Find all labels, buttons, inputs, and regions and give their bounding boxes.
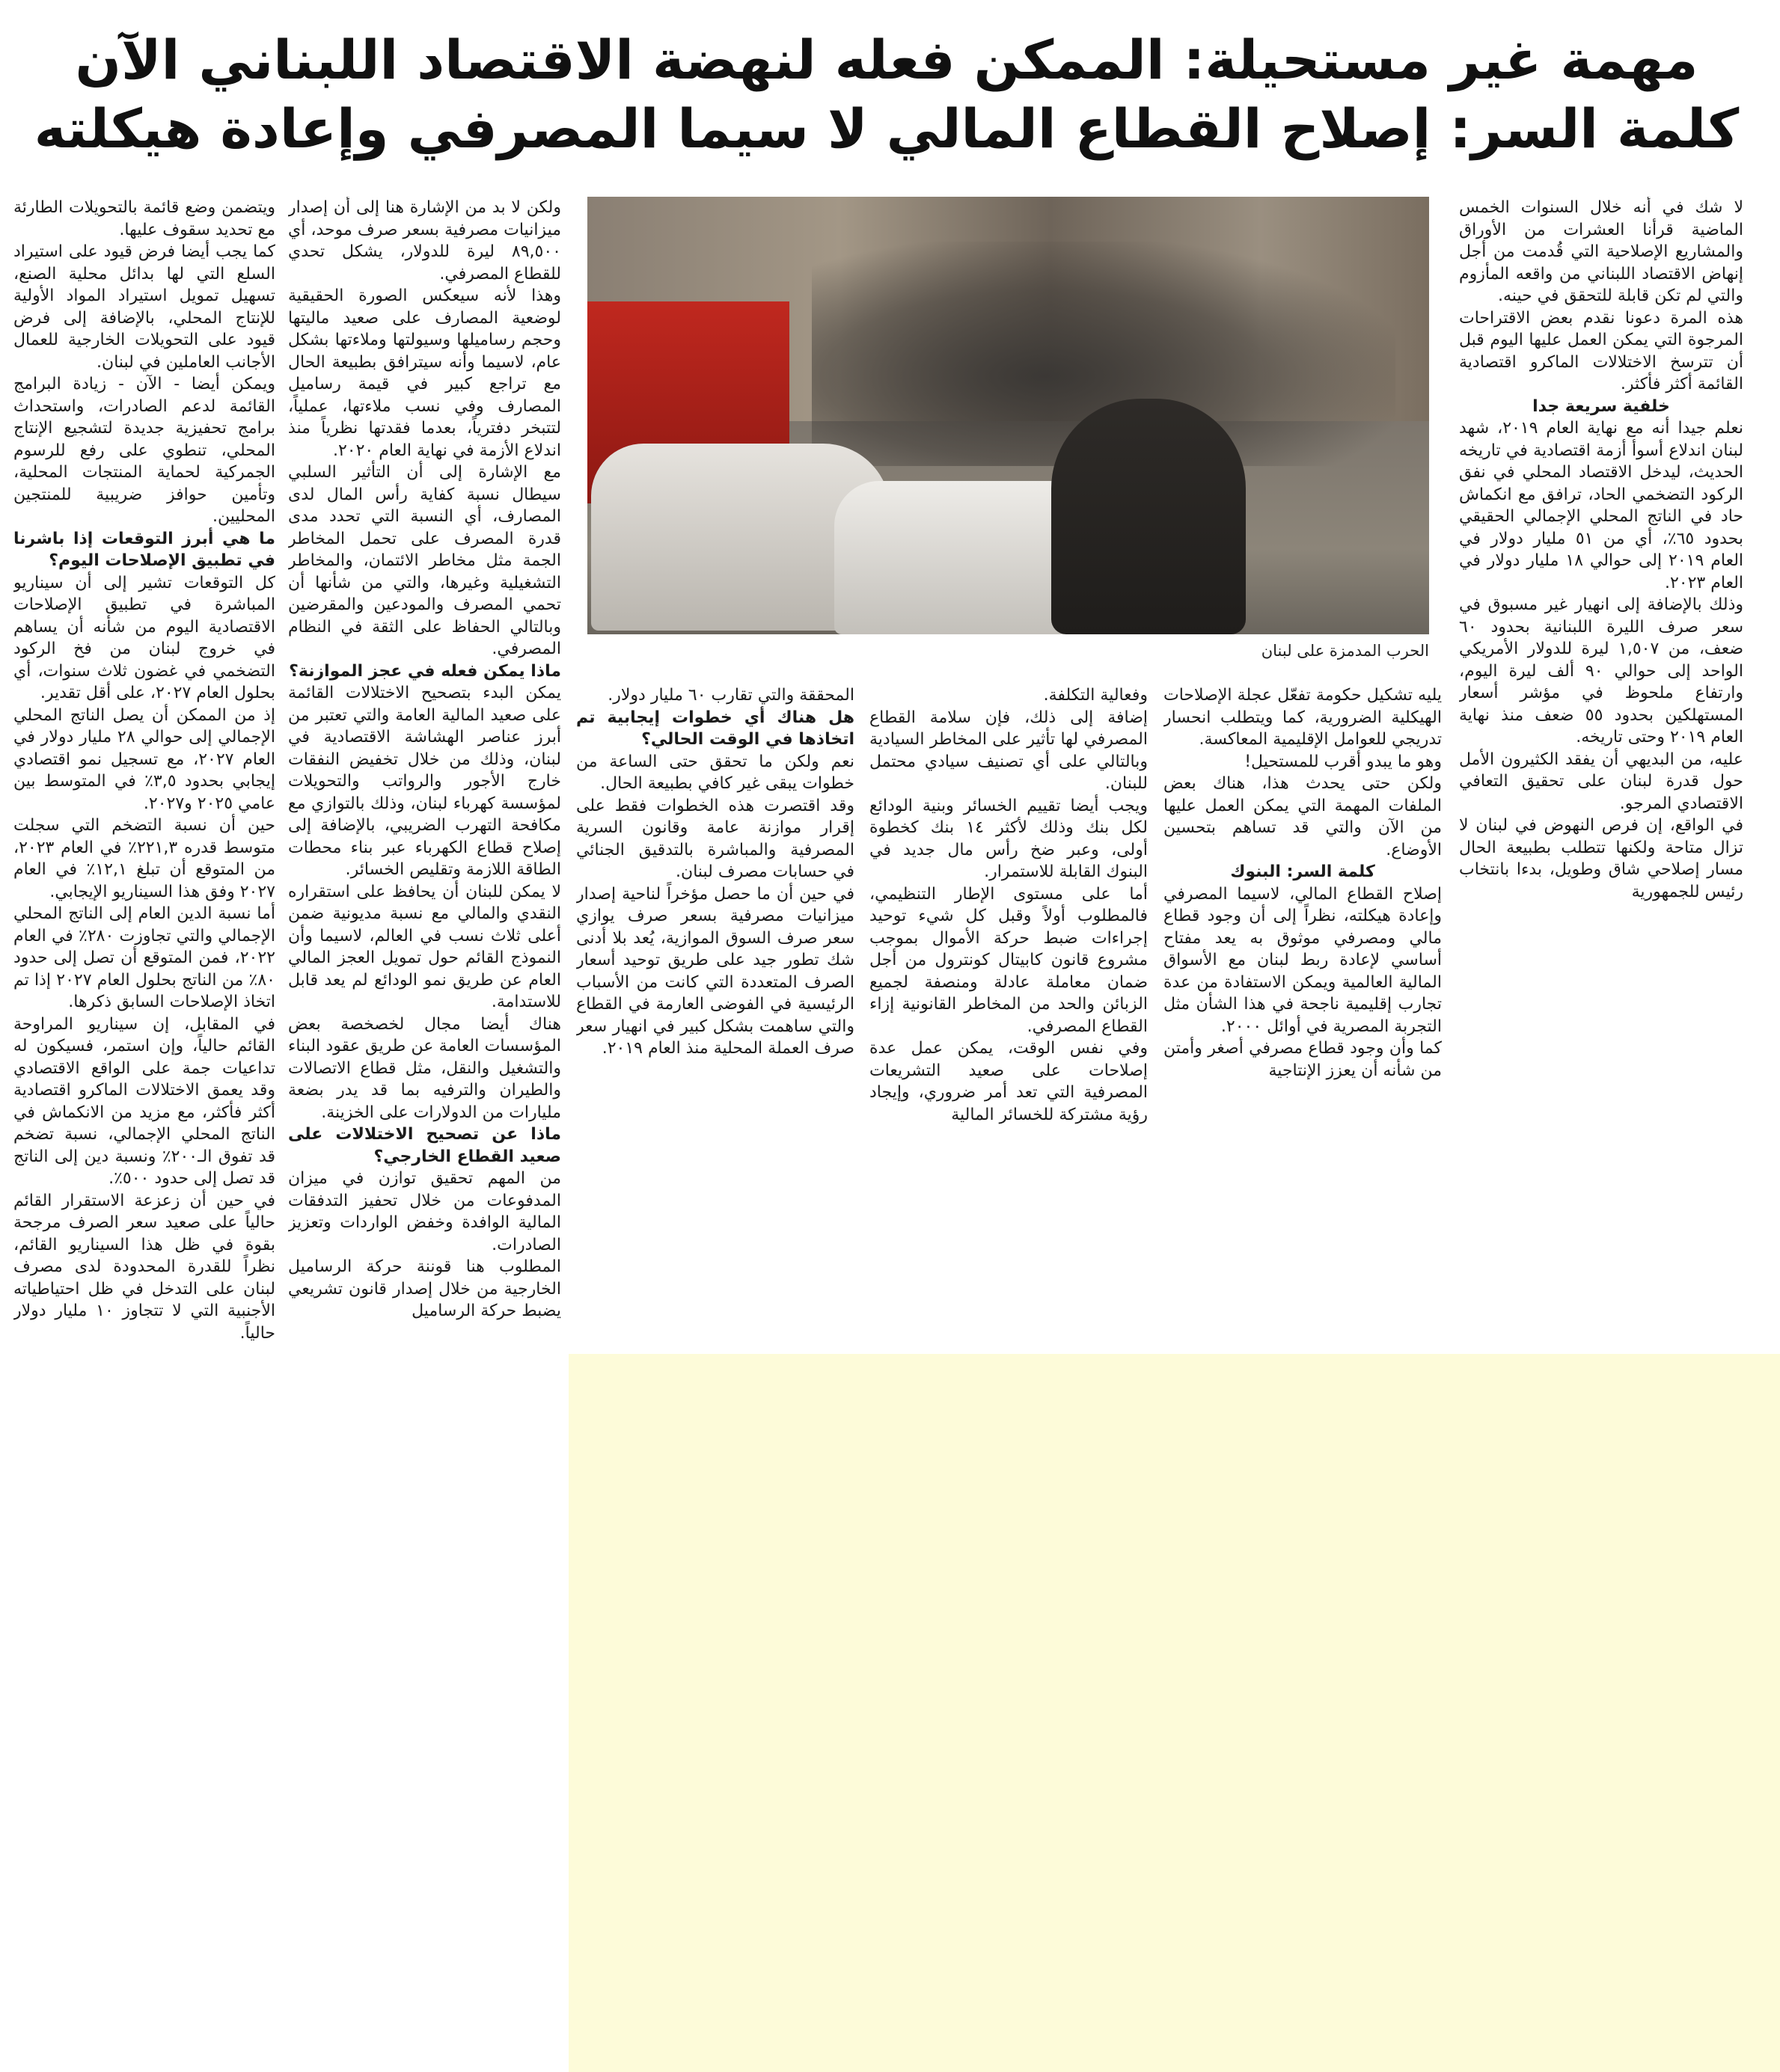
paragraph: نعم ولكن ما تحقق حتى الساعة من خطوات يبقى غير كافي بطبيعة الحال. [576,752,854,793]
article-column-5 [288,197,561,2067]
paragraph: في حين أن زعزعة الاستقرار القائم حالياً على صعيد سعر الصرف مرجحة بقوة في ظل هذا السيناريو القائم، نظراً للقدرة المحدودة لدى مصرف لبنان على التدخل في ظل احتياطياته الأجنبية التي لا تتجاوز ١٠ مليار دولار حالياً. [13,1191,275,1343]
paragraph: أما نسبة الدين العام إلى الناتج المحلي الإجمالي والتي تجاوزت ٢٨٠٪ في العام ٢٠٢٢، فمن المتوقع أن تصل إلى حدود ٨٠٪ من الناتج بحلول العام ٢٠٢٧ إذا تم اتخاذ الإصلاحات السابق ذكرها. [13,904,275,1011]
article-column-2 [1163,684,1442,1343]
paragraph: عليه، من البديهي أن يفقد الكثيرون الأمل حول قدرة لبنان على تحقيق التعافي الاقتصادي المرجو. [1459,750,1743,813]
section-heading: كلمة السر: البنوك [1230,862,1375,881]
article-column-6 [13,197,275,2067]
paragraph: وقد اقتصرت هذه الخطوات فقط على إقرار موازنة عامة وقانون السرية المصرفية والمباشرة بالتدقيق الجنائي في حسابات مصرف لبنان. [576,796,854,881]
paragraph: ويمكن أيضا - الآن - زيادة البرامج القائمة لدعم الصادرات، واستحداث برامج تحفيزية جديدة لتشجيع الإنتاج المحلي، تنطوي على رفع للرسوم الجمركية لحماية المنتجات المحلية، وتأمين حوافز ضريبية للمنتجين المحليين. [13,375,275,526]
paragraph: كما يجب أيضا فرض قيود على استيراد السلع التي لها بدائل محلية الصنع، تسهيل تمويل استيراد المواد الأولية للإنتاج المحلي، بالإضافة إلى فرض قيود على التحويلات الخارجية للعمال الأجانب العاملين في لبنان. [13,242,275,372]
paragraph: ويجب أيضا تقييم الخسائر وبنية الودائع لكل بنك وذلك لأكثر ١٤ بنك كخطوة أولى، وعبر ضخ رأس مال جديد في البنوك القابلة للاستمرار. [869,796,1148,881]
paragraph: هذه المرة دعونا نقدم بعض الاقتراحات المرجوة التي يمكن العمل عليها اليوم قبل أن تترسخ الاختلالات الماكرو اقتصادية القائمة أكثر فأكثر. [1459,308,1743,393]
article-column-1 [1459,197,1743,1341]
paragraph: إذ من الممكن أن يصل الناتج المحلي الإجمالي إلى حوالي ٢٨ مليار دولار في العام ٢٠٢٧، مع تسجيل نمو اقتصادي إيجابي بحدود ٣,٥٪ في المتوسط بين عامي ٢٠٢٥ و٢٠٢٧. [13,705,275,813]
paragraph: كل التوقعات تشير إلى أن سيناريو المباشرة في تطبيق الإصلاحات الاقتصادية اليوم من شأنه أن يساهم في خروج لبنان من فخ الركود التضخمي في غضون ثلاث سنوات، أي بحلول العام ٢٠٢٧، على أقل تقدير. [13,573,275,702]
paragraph: مع الإشارة إلى أن التأثير السلبي سيطال نسبة كفاية رأس المال لدى المصارف، أي النسبة التي تحدد مدى قدرة المصرف على تحمل المخاطر الجمة مثل مخاطر الائتمان، والمخاطر التشغيلية وغيرها، والتي من شأنها أن تحمي المصرف والمودعين والمقرضين وبالتالي الحفاظ على الثقة في النظام المصرفي. [288,463,561,658]
paragraph: ولكن حتى يحدث هذا، هناك بعض الملفات المهمة التي يمكن العمل عليها من الآن والتي قد تساهم بتحسين الأوضاع. [1163,774,1442,859]
question-heading: ماذا عن تصحيح الاختلالات على صعيد القطاع الخارجي؟ [288,1125,561,1166]
paragraph: إصلاح القطاع المالي، لاسيما المصرفي وإعادة هيكلته، نظراً إلى أن وجود قطاع مالي ومصرفي موثوق به يعد مفتاح أساسي لإعادة ربط لبنان مع الأسواق المالية العالمية ويمكن الاستفادة من عدة تجارب إقليمية ناجحة في هذا الشأن مثل التجربة المصرية في أوائل ٢٠٠٠. [1163,884,1442,1036]
paragraph: وذلك بالإضافة إلى انهيار غير مسبوق في سعر صرف الليرة اللبنانية بحدود ٦٠ ضعف، من ١,٥٠٧ ليرة للدولار الأمريكي الواحد إلى حوالي ٩٠ ألف ليرة اليوم، وارتفاع ملحوظ في مؤشر أسعار المستهلكين بحدود ٥٥ ضعف منذ نهاية العام ٢٠١٩ وحتى تاريخه. [1459,595,1743,747]
photo-person [1051,399,1246,634]
paragraph: نعلم جيدا أنه مع نهاية العام ٢٠١٩، شهد لبنان اندلاع أسوأ أزمة اقتصادية في تاريخه الحديث، ليدخل الاقتصاد المحلي في نفق الركود التضخمي الحاد، ترافق مع انكماش حاد في الناتج المحلي الإجمالي الحقيقي بحدود ٦٥٪، أي من ٥١ مليار دولار في العام ٢٠١٩ إلى حوالي ١٨ مليار دولار في العام ٢٠٢٣. [1459,419,1743,592]
paragraph: وفعالية التكلفة. [1043,686,1148,705]
article-column-4 [576,684,854,1343]
article-photo [587,197,1429,634]
paragraph: وهذا لأنه سيعكس الصورة الحقيقية لوضعية المصارف على صعيد ماليتها وحجم رساميلها وسيولتها وملاءتها بشكل عام، لاسيما وأنه سيترافق بطبيعة الحال مع تراجع كبير في قيمة رساميل المصارف وفي نسب ملاءتها، عملياً، لتتبخر دفترياً، بعدما فقدتها نظرياً منذ اندلاع الأزمة في نهاية العام ٢٠٢٠. [288,286,561,460]
paragraph: من المهم تحقيق توازن في ميزان المدفوعات من خلال تحفيز التدفقات المالية الوافدة وخفض الواردات وتعزيز الصادرات. [288,1169,561,1254]
question-heading: ماذا يمكن فعله في عجز الموازنة؟ [289,661,561,681]
paragraph: حين أن نسبة التضخم التي سجلت متوسط قدره ٢٢١,٣٪ في العام ٢٠٢٣، من المتوقع أن تبلغ ١٢,١٪ في العام ٢٠٢٧ وفق هذا السيناريو الإيجابي. [13,816,275,901]
paragraph: وفي نفس الوقت، يمكن عمل عدة إصلاحات على صعيد التشريعات المصرفية التي تعد أمر ضروري، وإيجاد رؤية مشتركة للخسائر المالية [869,1039,1148,1124]
paragraph: المطلوب هنا قوننة حركة الرساميل الخارجية من خلال إصدار قانون تشريعي يضبط حركة الرساميل [288,1257,561,1320]
question-heading: ما هي أبرز التوقعات إذا باشرنا في تطبيق الإصلاحات اليوم؟ [13,529,275,570]
paragraph: يليه تشكيل حكومة تفعّل عجلة الإصلاحات الهيكلية الضرورية، كما ويتطلب انحسار تدريجي للعوامل الإقليمية المعاكسة. [1163,686,1442,749]
headline-line-2: كلمة السر: إصلاح القطاع المالي لا سيما المصرفي وإعادة هيكلته [34,97,1740,160]
paragraph: لا شك في أنه خلال السنوات الخمس الماضية قرأنا العشرات من الأوراق والمشاريع الإصلاحية التي قُدمت من أجل إنهاض الاقتصاد اللبناني من واقعه المأزوم والتي لم تكن قابلة للتحقق في حينه. [1459,198,1743,305]
question-heading: هل هناك أي خطوات إيجابية تم اتخاذها في الوقت الحالي؟ [576,708,854,749]
headline-line-1: مهمة غير مستحيلة: الممكن فعله لنهضة الاقتصاد اللبناني الآن [75,28,1698,91]
paragraph: أما على مستوى الإطار التنظيمي، فالمطلوب أولاً وقبل كل شيء توحيد إجراءات ضبط حركة الأموال بموجب مشروع قانون كابيتال كونترول من أجل ضمان معاملة عادلة ومنصفة لجميع الزبائن والحد من المخاطر القانونية إزاء القطاع المصرفي. [869,884,1148,1036]
paragraph: ولكن لا بد من الإشارة هنا إلى أن إصدار ميزانيات مصرفية بسعر صرف موحد، أي ٨٩,٥٠٠ ليرة للدولار، يشكل تحدي للقطاع المصرفي. [288,198,561,283]
section-heading: خلفية سريعة جدا [1532,396,1670,416]
paragraph: ويتضمن وضع قائمة بالتحويلات الطارئة مع تحديد سقوف عليها. [13,198,275,239]
paragraph: إضافة إلى ذلك، فإن سلامة القطاع المصرفي لها تأثير على المخاطر السيادية وبالتالي على أي تصنيف سيادي محتمل للبنان. [869,708,1148,793]
paragraph: في الواقع، إن فرص النهوض في لبنان لا تزال متاحة ولكنها تتطلب بطبيعة الحال مسار إصلاحي شاق وطويل، بدءا بانتخاب رئيس للجمهورية [1459,816,1743,901]
article-headline [15,25,1758,171]
paragraph: وهو ما يبدو أقرب للمستحيل! [1244,752,1442,771]
paragraph: يمكن البدء بتصحيح الاختلالات القائمة على صعيد المالية العامة والتي تعتبر من أبرز عناصر الهشاشة الاقتصادية في لبنان، وذلك من خلال تخفيض النفقات خارج الأجور والرواتب والتحويلات لمؤسسة كهرباء لبنان، وذلك بالتوازي مع مكافحة التهرب الضريبي، بالإضافة إلى إصلاح قطاع الكهرباء عبر بناء محطات الطاقة اللازمة وتقليص الخسائر. [288,684,561,879]
paragraph: في المقابل، إن سيناريو المراوحة القائم حالياً، وإن استمر، فسيكون له تداعيات جمة على الواقع الاقتصادي وقد يعمق الاختلالات الماكرو اقتصادية أكثر فأكثر، مع مزيد من الانكماش في الناتج المحلي الإجمالي، نسبة تضخم قد تفوق الـ٢٠٠٪ ونسبة دين إلى الناتج قد تصل إلى حدود ٥٠٠٪. [13,1014,275,1188]
paragraph: هناك أيضا مجال لخصخصة بعض المؤسسات العامة عن طريق عقود البناء والتشغيل والنقل، مثل قطاع الاتصالات والطيران والترفيه بما قد يدر بضعة مليارات من الدولارات على الخزينة. [288,1014,561,1122]
paragraph: لا يمكن للبنان أن يحافظ على استقراره النقدي والمالي مع نسبة مديونية ضمن أعلى ثلاث نسب في العالم، لاسيما وأن النموذج القائم حول تمويل العجز المالي العام عن طريق نمو الودائع لم يعد قابل للاستدامة. [288,882,561,1011]
paragraph: المحققة والتي تقارب ٦٠ مليار دولار. [608,686,854,705]
photo-caption: الحرب المدمزة على لبنان [1261,642,1429,660]
empty-page-area [569,1354,1780,2072]
article-column-3 [869,684,1148,1343]
paragraph: كما وأن وجود قطاع مصرفي أصغر وأمتن من شأنه أن يعزز الإنتاجية [1163,1039,1442,1080]
paragraph: في حين أن ما حصل مؤخراً لناحية إصدار ميزانيات مصرفية بسعر صرف يوازي سعر صرف السوق الموازية، يُعد بلا أدنى شك تطور جيد على طريق توحيد أسعار الصرف المتعددة التي كانت من الأسباب الرئيسية في الفوضى العارمة في القطاع والتي ساهمت بشكل كبير في انهيار سعر صرف العملة المحلية منذ العام ٢٠١٩. [576,884,854,1058]
